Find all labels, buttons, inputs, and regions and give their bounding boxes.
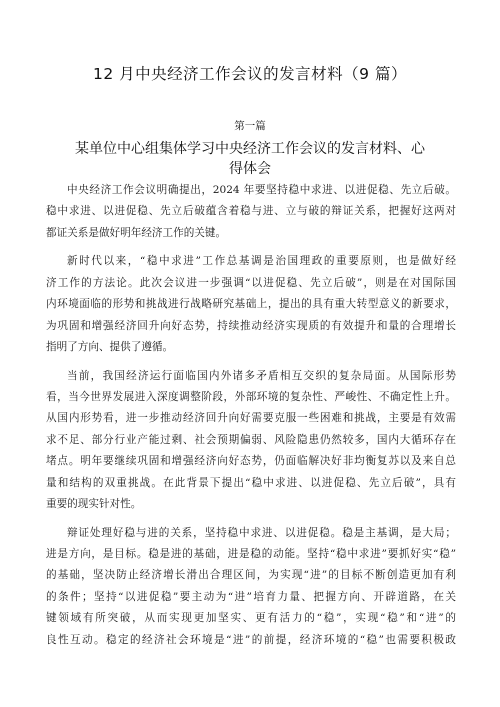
paragraph-line: 键领域有所突破，从而实现更加坚实、更有活力的“稳”，实现“稳”和“进”的 [46, 612, 456, 625]
paragraph [46, 366, 456, 516]
paragraph-line: 辩证处理好稳与进的关系，坚持稳中求进、以进促稳。稳是主基调，是大局； [67, 526, 456, 539]
paragraph-line: 良性互动。稳定的经济社会环境是“进”的前提，经济环境的“稳”也需要积极政 [46, 633, 456, 646]
paragraph-line: 量和结构的双重挑战。在此背景下提出“稳中求进、以进促稳、先立后破”，具有 [46, 476, 456, 489]
paragraph-line: 指明了方向、提供了遵循。 [46, 341, 174, 354]
paragraph-line: 当前，我国经济运行面临国内外诸多矛盾相互交织的复杂局面。从国际形势 [67, 369, 456, 382]
paragraph-line: 的基础，坚决防止经济增长滑出合理区间，为实现“进”的目标不断创造更加有利 [46, 569, 456, 582]
paragraph-line: 看，当今世界发展进入深度调整阶段，外部环境的复杂性、严峻性、不确定性上升。 [46, 390, 456, 403]
paragraph-line: 新时代以来，“稳中求进”工作总基调是治国理政的重要原则，也是做好经 [67, 255, 456, 268]
paragraph-line: 内环境面临的形势和挑战进行战略研究基础上，提出的具有重大转型意义的新要求， [46, 298, 456, 311]
paragraph-line: 从国内形势看，进一步推动经济回升向好需要克服一些困难和挑战，主要是有效需 [46, 412, 456, 425]
paragraph [46, 523, 456, 652]
paragraph-line: 中央经济工作会议明确提出，2024 年要坚持稳中求进、以进促稳、先立后破。 [67, 184, 456, 196]
paragraph-line: 求不足、部分行业产能过剩、社会预期偏弱、风险隐患仍然较多，国内大循环存在 [46, 433, 456, 446]
document-title: 12 月中央经济工作会议的发言材料（9 篇） [93, 65, 407, 83]
paragraph-line: 稳中求进、以进促稳、先立后破蕴含着稳与进、立与破的辩证关系，把握好这两对 [46, 205, 456, 218]
paragraph-line: 都证关系是做好明年经济工作的关键。 [46, 226, 227, 239]
paragraph-line: 进是方向，是目标。稳是进的基础，进是稳的动能。坚持“稳中求进”要抓好实“稳” [46, 548, 456, 560]
paragraph-line: 济工作的方法论。此次会议进一步强调“以进促稳、先立后破”，则是在对国际国 [46, 276, 456, 289]
article-title-line: 得体会 [229, 161, 271, 177]
article-title-line: 某单位中心组集体学习中央经济工作会议的发言材料、心 [75, 141, 425, 157]
paragraph [46, 180, 456, 244]
paragraph-line: 的条件；坚持“以进促稳”要主动为“进”培育力量、把握方向、开辟道路，在关 [46, 590, 456, 603]
section-label: 第一篇 [234, 120, 266, 132]
paragraph-line: 堵点。明年要继续巩固和增强经济向好态势，仍面临解决好非均衡复苏以及来自总 [46, 455, 456, 468]
body-text [46, 180, 456, 651]
paragraph-line: 重要的现实针对性。 [46, 498, 142, 511]
paragraph-line: 为巩固和增强经济回升向好态势，持续推动经济实现质的有效提升和量的合理增长 [46, 319, 456, 332]
paragraph [46, 251, 456, 358]
article-title [60, 139, 440, 179]
